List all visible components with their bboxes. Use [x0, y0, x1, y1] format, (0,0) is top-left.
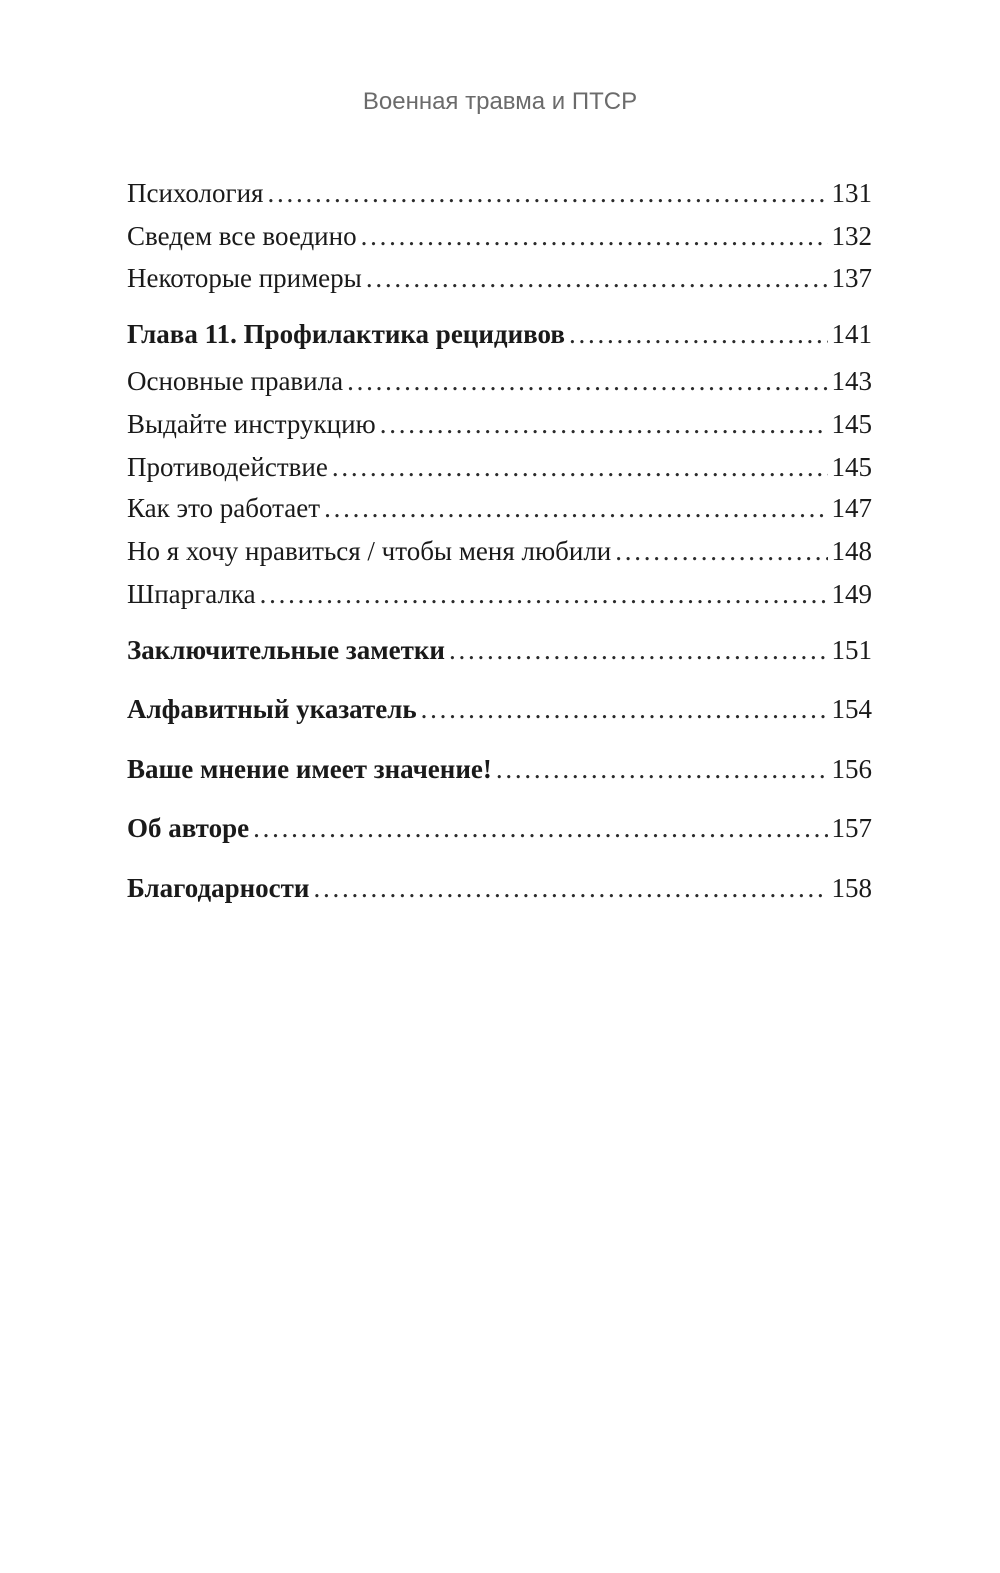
toc-entry-index[interactable] — [127, 692, 872, 726]
toc-entry-page-number: 148 — [831, 536, 872, 566]
toc-entry-page-number: 145 — [831, 409, 872, 439]
toc-entry-page-number: 154 — [831, 694, 872, 724]
toc-entry-final-notes[interactable] — [127, 633, 872, 667]
toc-entry-page-number: 157 — [831, 813, 872, 843]
dot-leader — [496, 752, 828, 786]
dot-leader — [569, 317, 828, 351]
toc-entry-title: Противодействие — [127, 452, 328, 482]
toc-entry-page-number: 147 — [831, 493, 872, 523]
toc-entry-title: Об авторе — [127, 813, 250, 843]
toc-entry-title: Благодарности — [127, 873, 310, 903]
dot-leader — [421, 692, 828, 726]
toc-entry-how-it-works[interactable] — [127, 491, 872, 525]
toc-entry-page-number: 137 — [831, 263, 872, 293]
toc-entry-title: Но я хочу нравиться / чтобы меня любили — [127, 536, 612, 566]
toc-entry-chapter-11[interactable] — [127, 317, 872, 351]
toc-entry-acknowledgements[interactable] — [127, 871, 872, 905]
toc-entry-page-number: 151 — [831, 635, 872, 665]
toc-entry-title: Психология — [127, 178, 264, 208]
dot-leader — [615, 534, 827, 568]
dot-leader — [267, 176, 827, 210]
toc-entry-page-number: 131 — [831, 178, 872, 208]
toc-entry-page-number: 143 — [831, 366, 872, 396]
dot-leader — [253, 811, 827, 845]
toc-entry-title: Шпаргалка — [127, 579, 256, 609]
dot-leader — [366, 261, 828, 295]
toc-entry-counteraction[interactable] — [127, 450, 872, 484]
dot-leader — [361, 219, 828, 253]
toc-entry-psychology[interactable] — [127, 176, 872, 210]
dot-leader — [347, 364, 827, 398]
toc-entry-title: Глава 11. Профилактика рецидивов — [127, 319, 565, 349]
toc-entry-title: Основные правила — [127, 366, 344, 396]
toc-entry-about-author[interactable] — [127, 811, 872, 845]
toc-entry-title: Сведем все воедино — [127, 221, 357, 251]
toc-entry-title: Как это работает — [127, 493, 321, 523]
toc-entry-page-number: 141 — [831, 319, 872, 349]
toc-entry-title: Заключительные заметки — [127, 635, 445, 665]
toc-entry-give-instruction[interactable] — [127, 407, 872, 441]
toc-entry-page-number: 149 — [831, 579, 872, 609]
toc-entry-page-number: 158 — [831, 873, 872, 903]
toc-entry-your-opinion[interactable] — [127, 752, 872, 786]
running-header: Военная травма и ПТСР — [362, 88, 638, 115]
toc-entry-title: Ваше мнение имеет значение! — [127, 754, 492, 784]
dot-leader — [380, 407, 828, 441]
dot-leader — [324, 491, 827, 525]
toc-entry-title: Алфавитный указатель — [127, 694, 417, 724]
dot-leader — [449, 633, 828, 667]
toc-entry-page-number: 145 — [831, 452, 872, 482]
toc-entry-basic-rules[interactable] — [127, 364, 872, 398]
toc-entry-cheat-sheet[interactable] — [127, 577, 872, 611]
toc-entry-page-number: 156 — [831, 754, 872, 784]
dot-leader — [332, 450, 828, 484]
toc-entry-examples[interactable] — [127, 261, 872, 295]
toc-entry-putting-together[interactable] — [127, 219, 872, 253]
toc-entry-page-number: 132 — [831, 221, 872, 251]
toc-entry-title: Выдайте инструкцию — [127, 409, 376, 439]
toc-entry-title: Некоторые примеры — [127, 263, 362, 293]
dot-leader — [314, 871, 828, 905]
dot-leader — [260, 577, 828, 611]
toc-entry-want-to-be-liked[interactable] — [127, 534, 872, 568]
